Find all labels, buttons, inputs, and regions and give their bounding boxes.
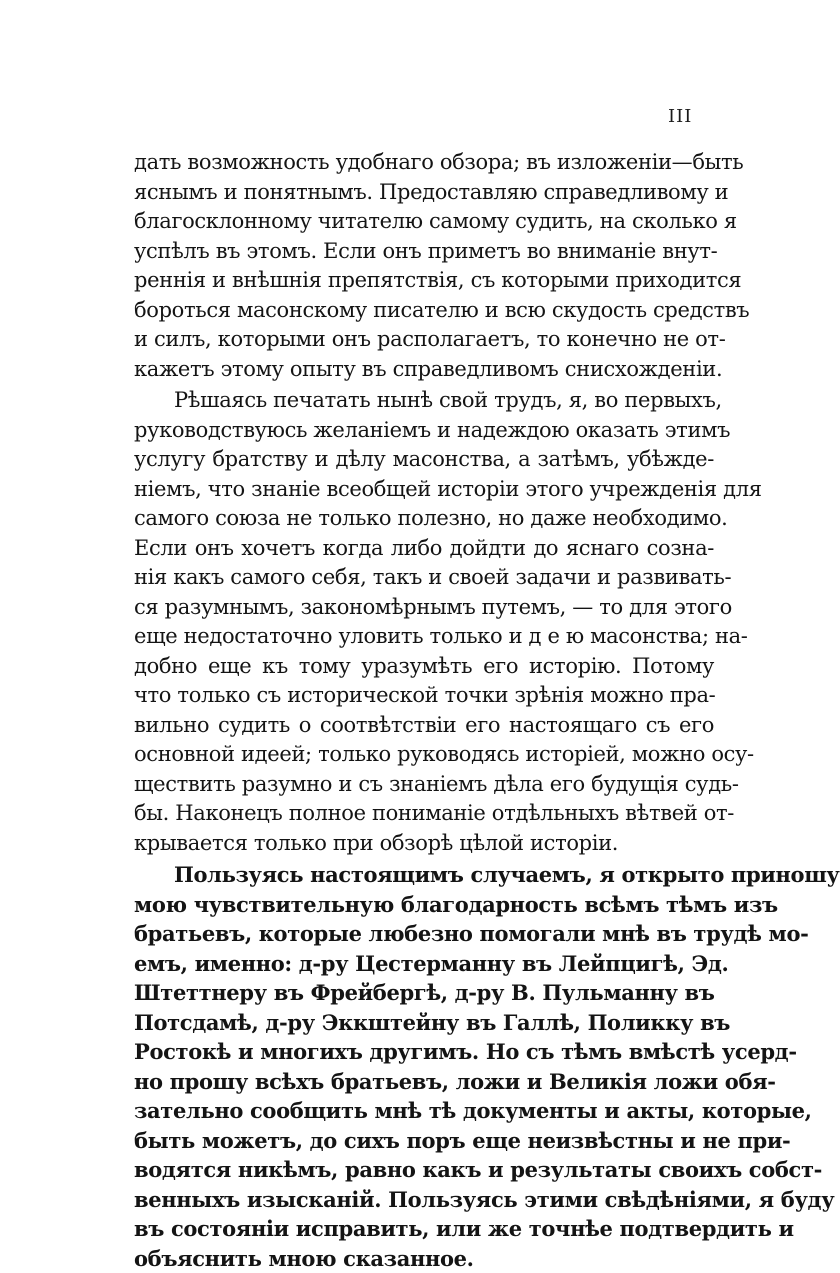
- body-text: [134, 148, 714, 1273]
- text-line: ся разумнымъ, закономѣрнымъ путемъ, — то для этого: [134, 593, 714, 623]
- text-line: нiя какъ самого себя, такъ и своей задачи и развивать-: [134, 563, 714, 593]
- text-line: Рѣшаясь печатать нынѣ свой трудъ, я, во первыхъ,: [134, 386, 714, 416]
- text-line: дать возможность удобнаго обзора; въ изложенiи—быть: [134, 148, 714, 178]
- text-line: крывается только при обзорѣ цѣлой исторiи.: [134, 829, 714, 859]
- text-line: ществить разумно и съ знанiемъ дѣла его будущiя судь-: [134, 770, 714, 800]
- text-line: услугу братству и дѣлу масонства, а затѣмъ, убѣжде-: [134, 445, 714, 475]
- text-line: Потсдамѣ, д-ру Эккштейну въ Галлѣ, Поликку въ: [134, 1008, 714, 1038]
- text-line: кажетъ этому опыту въ справедливомъ снисхожденiи.: [134, 355, 714, 385]
- text-line: вильно судить о соотвѣтствiи его настоящаго съ его: [134, 711, 714, 741]
- text-line: самого союза не только полезно, но даже необходимо.: [134, 504, 714, 534]
- text-line: что только съ исторической точки зрѣнiя можно пра-: [134, 681, 714, 711]
- text-line: благосклонному читателю самому судить, на сколько я: [134, 207, 714, 237]
- text-line: Ростокѣ и многихъ другимъ. Но съ тѣмъ вмѣстѣ усерд-: [134, 1037, 714, 1067]
- text-line: реннiя и внѣшнiя препятствiя, съ которыми приходится: [134, 266, 714, 296]
- text-line: братьевъ, которые любезно помогали мнѣ въ трудѣ мо-: [134, 919, 714, 949]
- text-line: бы. Наконецъ полное пониманiе отдѣльныхъ вѣтвей от-: [134, 799, 714, 829]
- paragraph-2: [134, 386, 714, 858]
- text-line: емъ, именно: д-ру Цестерманну въ Лейпцигѣ, Эд.: [134, 949, 714, 979]
- text-line: мою чувствительную благодарность всѣмъ тѣмъ изъ: [134, 890, 714, 920]
- text-line: яснымъ и понятнымъ. Предоставляю справедливому и: [134, 178, 714, 208]
- paragraph-3: [134, 860, 714, 1273]
- text-line: Пользуясь настоящимъ случаемъ, я открыто приношу: [134, 860, 714, 890]
- paragraph-1: [134, 148, 714, 384]
- text-line: объяснить мною сказанное.: [134, 1244, 714, 1273]
- text-line: еще недостаточно уловить только и д е ю масонства; на-: [134, 622, 714, 652]
- text-line: бороться масонскому писателю и всю скудость средствъ: [134, 296, 714, 326]
- text-line: нiемъ, что знанiе всеобщей исторiи этого учрежденiя для: [134, 475, 714, 505]
- text-line: водятся никѣмъ, равно какъ и результаты своихъ собст-: [134, 1155, 714, 1185]
- text-line: венныхъ изысканiй. Пользуясь этими свѣдѣнiями, я буду: [134, 1185, 714, 1215]
- text-line: Штеттнеру въ Фрейбергѣ, д-ру В. Пульманну въ: [134, 978, 714, 1008]
- text-line: и силъ, которыми онъ располагаетъ, то конечно не от-: [134, 325, 714, 355]
- text-line: Если онъ хочетъ когда либо дойдти до яснаго созна-: [134, 534, 714, 564]
- text-line: но прошу всѣхъ братьевъ, ложи и Великiя ложи обя-: [134, 1067, 714, 1097]
- text-line: быть можетъ, до сихъ поръ еще неизвѣстны и не при-: [134, 1126, 714, 1156]
- text-line: въ состоянiи исправить, или же точнѣе подтвердить и: [134, 1214, 714, 1244]
- text-line: добно еще къ тому уразумѣть его исторiю. Потому: [134, 652, 714, 682]
- text-line: зательно сообщить мнѣ тѣ документы и акты, которые,: [134, 1096, 714, 1126]
- page-number: III: [668, 106, 692, 127]
- text-line: основной идеей; только руководясь исторiей, можно осу-: [134, 740, 714, 770]
- text-line: руководствуюсь желанiемъ и надеждою оказать этимъ: [134, 416, 714, 446]
- text-line: успѣлъ въ этомъ. Если онъ приметъ во вниманiе внут-: [134, 237, 714, 267]
